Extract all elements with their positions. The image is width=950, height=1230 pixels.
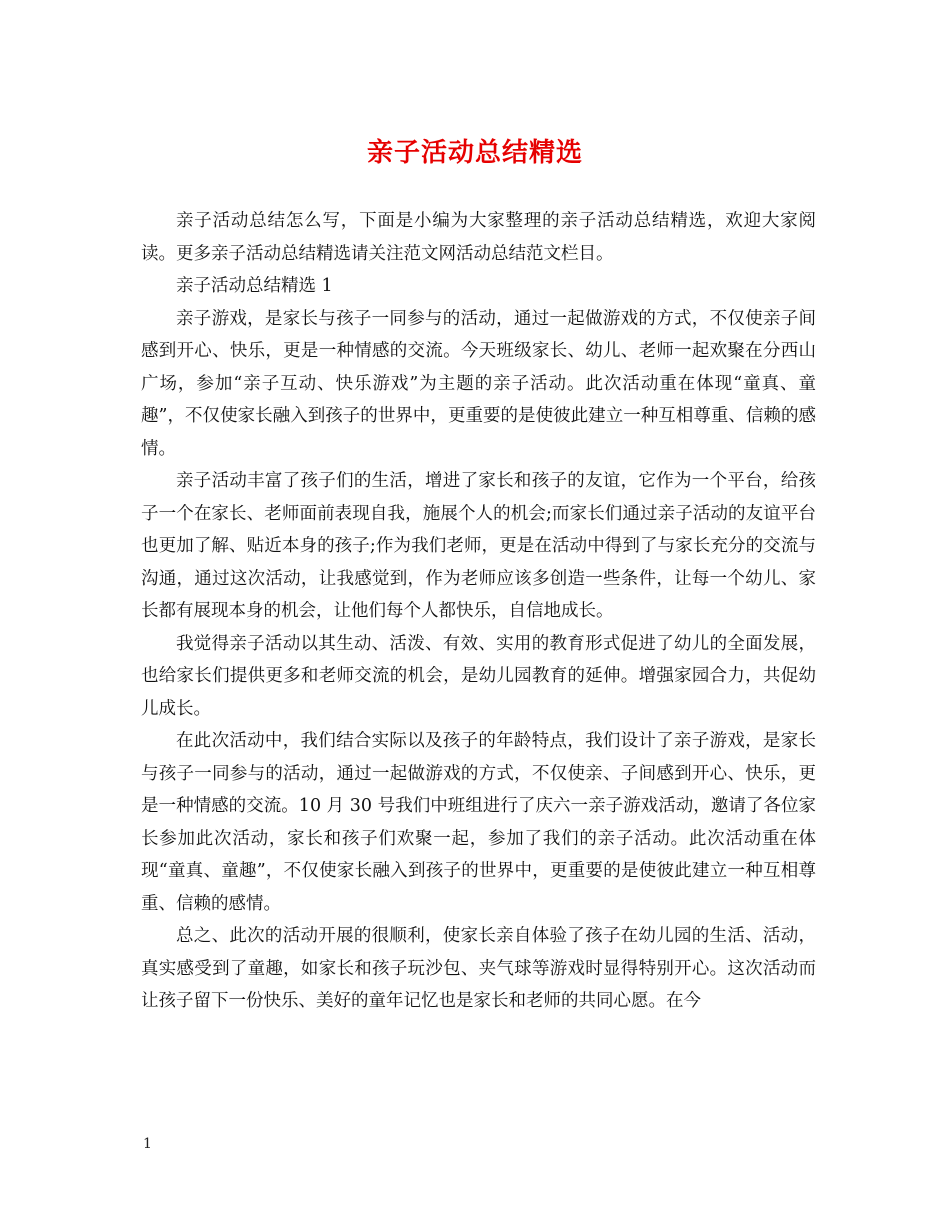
section-heading: 亲子活动总结精选 1	[176, 276, 333, 296]
body-paragraph: 总之、此次的活动开展的很顺利，使家长亲自体验了孩子在幼儿园的生活、活动，真实感受到了童趣，如家长和孩子玩沙包、夹气球等游戏时显得特别开心。这次活动而让孩子留下一份快乐、美好的童年记忆也是家长和老师的共同心愿。在今	[141, 926, 816, 1011]
document-title: 亲子活动总结精选	[366, 138, 583, 168]
page-number: 1	[143, 1136, 152, 1152]
intro-paragraph: 亲子活动总结怎么写，下面是小编为大家整理的亲子活动总结精选，欢迎大家阅读。更多亲子活动总结精选请关注范文网活动总结范文栏目。	[141, 211, 816, 264]
body-paragraph: 亲子游戏，是家长与孩子一同参与的活动，通过一起做游戏的方式，不仅使亲子间感到开心、快乐，更是一种情感的交流。今天班级家长、幼儿、老师一起欢聚在分西山广场，参加“亲子互动、快乐游戏”为主题的亲子活动。此次活动重在体现“童真、童趣”，不仅使家长融入到孩子的世界中，更重要的是使彼此建立一种互相尊重、信赖的感情。	[141, 308, 816, 459]
body-paragraph: 亲子活动丰富了孩子们的生活，增进了家长和孩子的友谊，它作为一个平台，给孩子一个在家长、老师面前表现自我，施展个人的机会;而家长们通过亲子活动的友谊平台也更加了解、贴近本身的孩子;作为我们老师，更是在活动中得到了与家长充分的交流与沟通，通过这次活动，让我感觉到，作为老师应该多创造一些条件，让每一个幼儿、家长都有展现本身的机会，让他们每个人都快乐，自信地成长。	[141, 471, 816, 621]
body-paragraph: 我觉得亲子活动以其生动、活泼、有效、实用的教育形式促进了幼儿的全面发展，也给家长们提供更多和老师交流的机会，是幼儿园教育的延伸。增强家园合力，共促幼儿成长。	[141, 633, 816, 719]
document-body	[141, 205, 816, 1018]
body-paragraph: 在此次活动中，我们结合实际以及孩子的年龄特点，我们设计了亲子游戏，是家长与孩子一同参与的活动，通过一起做游戏的方式，不仅使亲、子间感到开心、快乐，更是一种情感的交流。10 月 30 号我们中班组进行了庆六一亲子游戏活动，邀请了各位家长参加此次活动，家长和孩子们欢聚一起，参加了我们的亲子活动。此次活动重在体现“童真、童趣”，不仅使家长融入到孩子的世界中，更重要的是使彼此建立一种互相尊重、信赖的感情。	[141, 731, 816, 914]
